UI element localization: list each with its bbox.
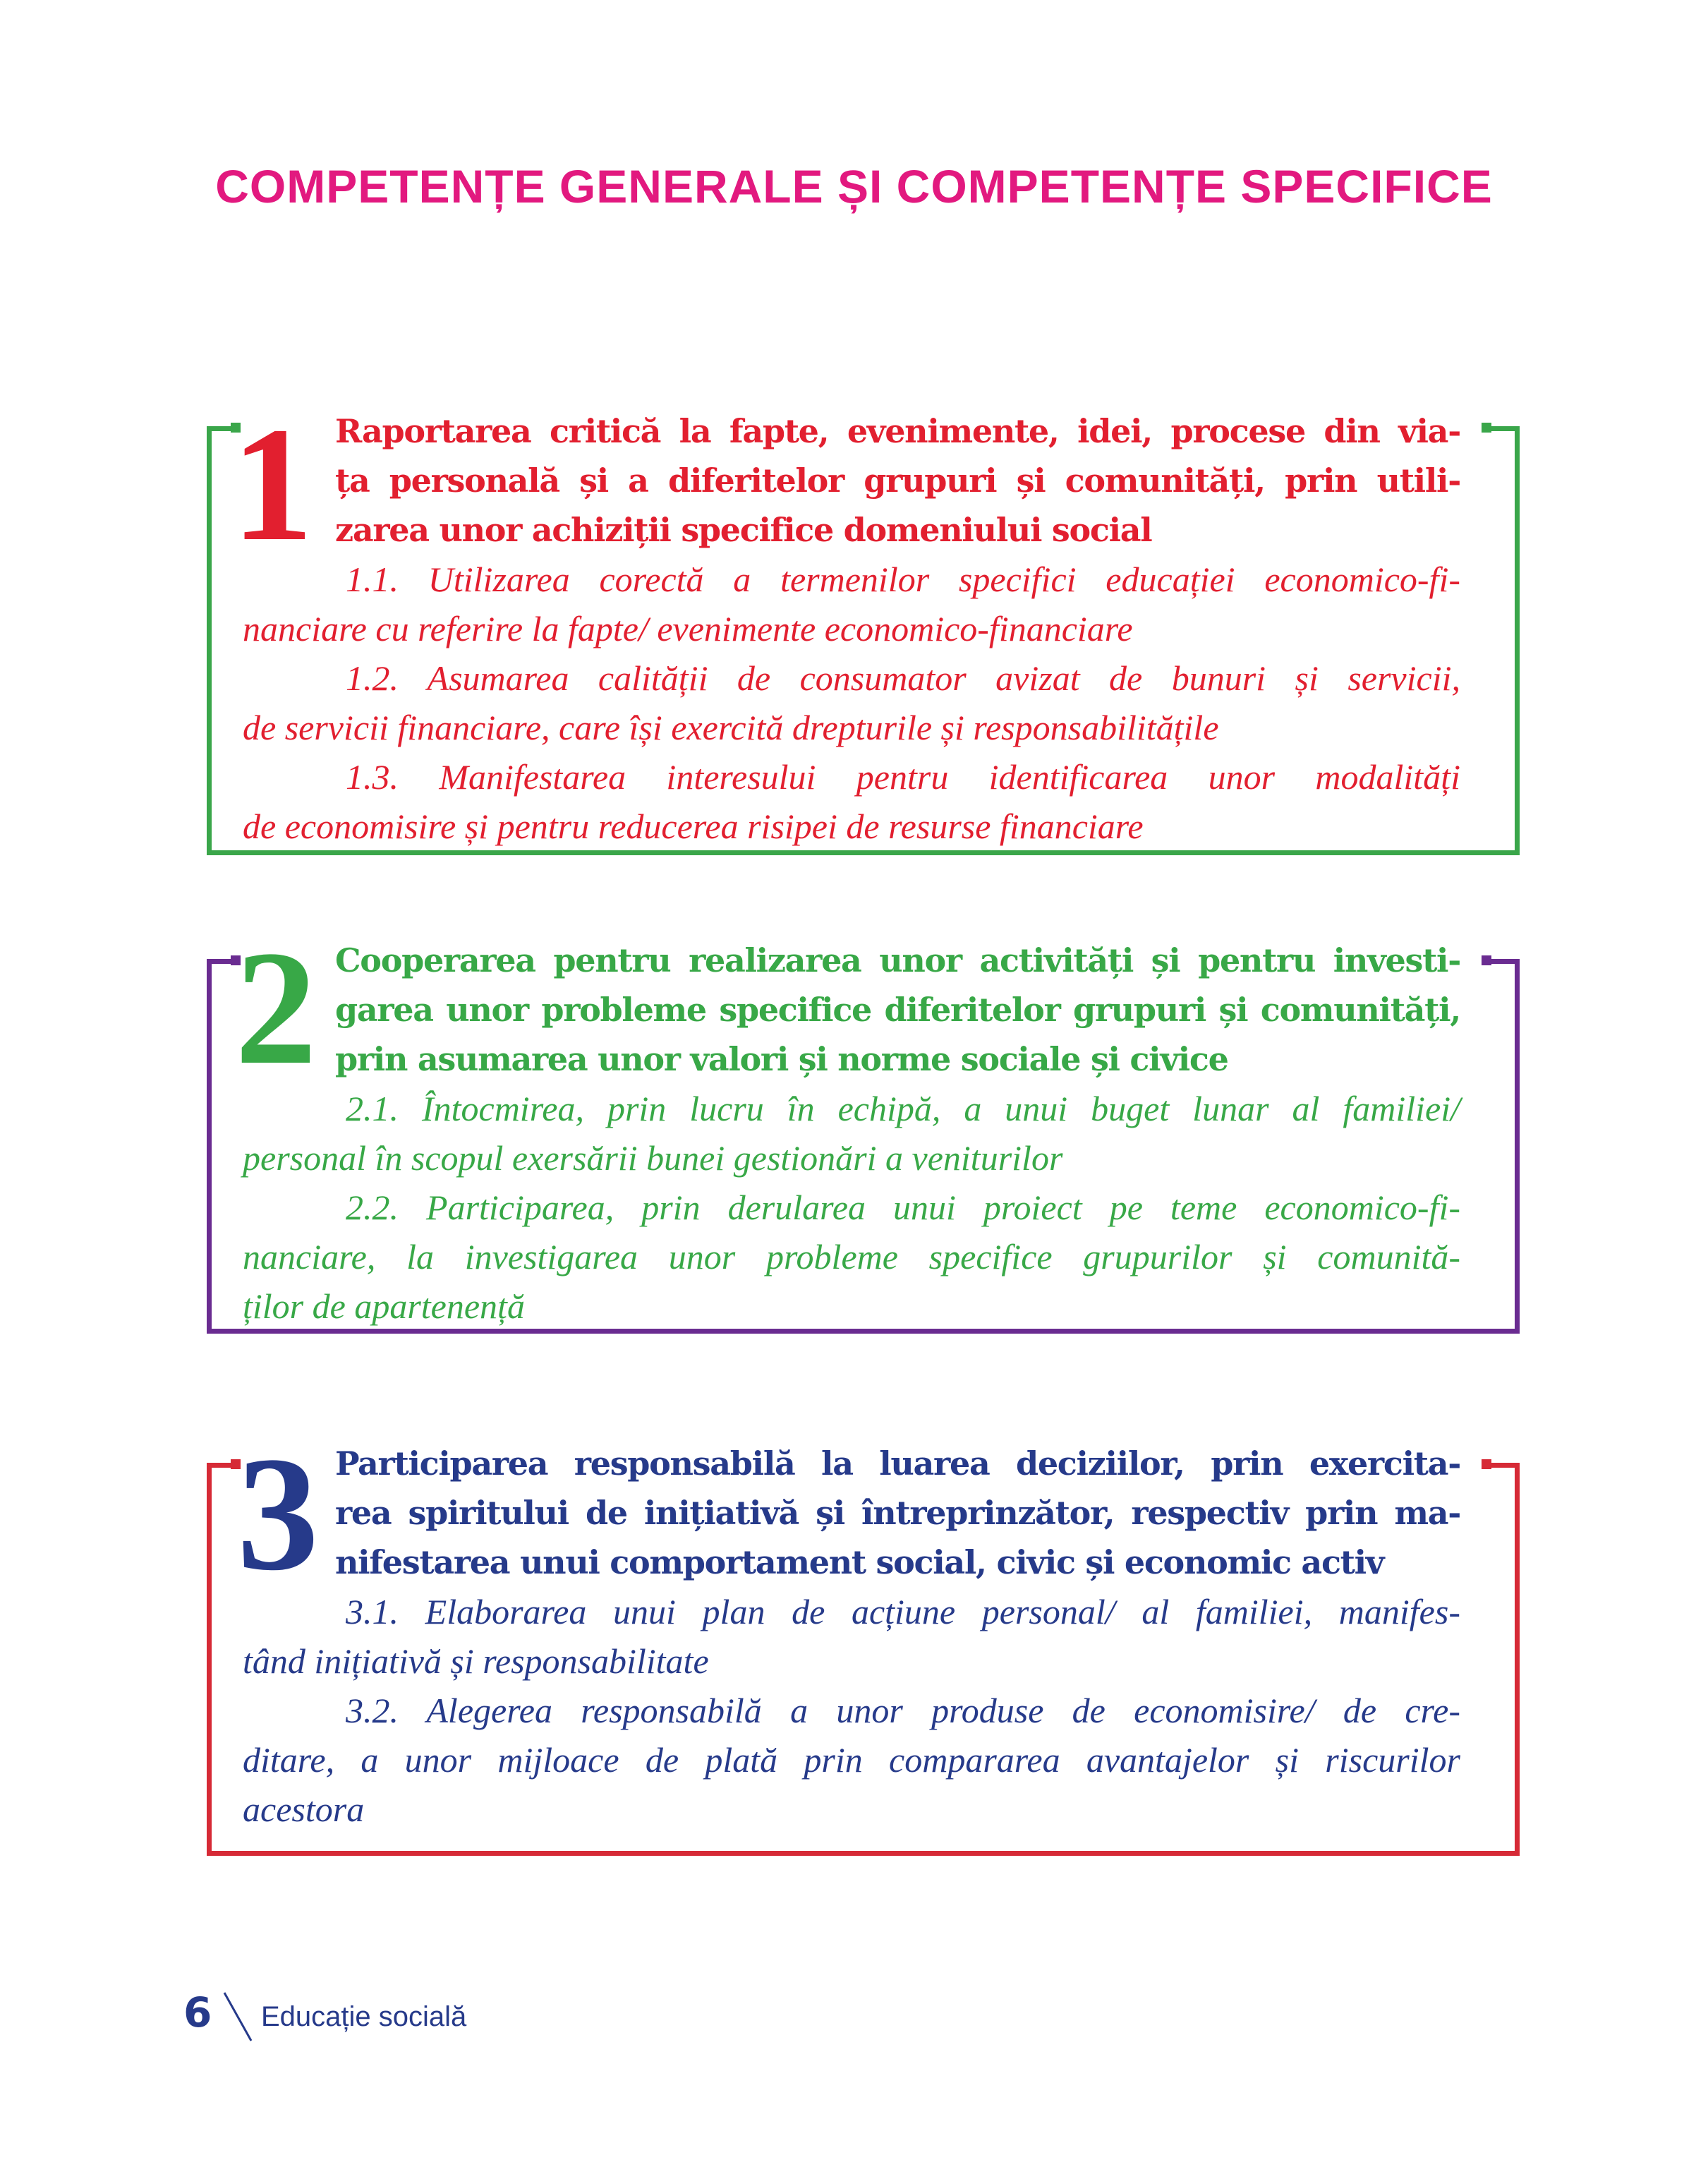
item-line: acestora: [243, 1789, 365, 1829]
item-line: personal în scopul exersării bunei gestionări a veniturilor: [243, 1138, 1063, 1178]
frame-top-left-segment: [207, 426, 231, 431]
heading-line: prin asumarea unor valori și norme sociale și civice: [335, 1040, 1228, 1078]
item-line: 1.1. Utilizarea corectă a termenilor specifici educației economico-fi-: [346, 560, 1460, 599]
item-line: de servicii financiare, care își exercită drepturile și responsabilitățile: [243, 708, 1219, 747]
item-line: nanciare cu referire la fapte/ evenimente economico-financiare: [243, 609, 1133, 648]
page-title: COMPETENȚE GENERALE ȘI COMPETENȚE SPECIFICE: [215, 160, 1493, 212]
heading-line: garea unor probleme specifice diferitelor grupuri și comunități,: [335, 991, 1460, 1029]
heading-line: Participarea responsabilă la luarea deciziilor, prin exercita-: [335, 1444, 1460, 1483]
frame-top-left-segment: [207, 959, 231, 964]
book-title: Educație socială: [261, 2001, 467, 2032]
heading-line: nifestarea unui comportament social, civic și economic activ: [335, 1543, 1384, 1581]
heading-line: rea spiritului de inițiativă și întreprinzător, respectiv prin ma-: [335, 1494, 1460, 1532]
competence-number: 1: [231, 394, 313, 575]
competence-box-2: [207, 917, 1520, 1334]
specific-competence-item: [243, 1183, 1460, 1331]
item-line: 3.1. Elaborarea unui plan de acțiune personal/ al familiei, manifes-: [346, 1592, 1460, 1631]
footer-separator-icon: [219, 1983, 261, 2046]
specific-competences-list: [243, 1587, 1460, 1834]
item-line: nanciare, la investigarea unor probleme specifice grupurilor și comunită-: [243, 1237, 1460, 1276]
frame-top-right-segment: [1491, 1463, 1520, 1468]
specific-competence-item: [243, 752, 1460, 851]
specific-competence-item: [243, 653, 1460, 752]
competence-number: 3: [237, 1423, 319, 1605]
heading-line: zarea unor achiziții specifice domeniului social: [335, 511, 1152, 549]
frame-corner-square: [1482, 1459, 1491, 1469]
competence-box-1: [207, 394, 1520, 855]
heading-line: Raportarea critică la fapte, evenimente, idei, procese din via-: [335, 412, 1460, 450]
competence-heading: [335, 936, 1460, 1084]
frame-top-left-segment: [207, 1463, 231, 1468]
item-line: ților de apartenență: [243, 1286, 525, 1326]
competence-heading: [335, 406, 1460, 555]
item-line: 3.2. Alegerea responsabilă a unor produse de economisire/ de cre-: [346, 1691, 1460, 1730]
item-line: 2.1. Întocmirea, prin lucru în echipă, a unui buget lunar al familiei/: [346, 1089, 1460, 1128]
item-line: tând inițiativă și responsabilitate: [243, 1641, 709, 1681]
item-line: 2.2. Participarea, prin derularea unui proiect pe teme economico-fi-: [346, 1188, 1460, 1227]
competence-heading: [335, 1439, 1460, 1587]
specific-competences-list: [243, 555, 1460, 851]
specific-competence-item: [243, 555, 1460, 653]
frame-corner-square: [1482, 423, 1491, 433]
competence-number: 2: [235, 917, 317, 1099]
specific-competence-item: [243, 1686, 1460, 1834]
frame-top-right-segment: [1491, 959, 1520, 964]
item-line: 1.2. Asumarea calității de consumator avizat de bunuri și servicii,: [346, 658, 1460, 698]
specific-competence-item: [243, 1084, 1460, 1183]
heading-line: Cooperarea pentru realizarea unor activități și pentru investi-: [335, 941, 1460, 979]
frame-top-right-segment: [1491, 426, 1520, 431]
item-line: de economisire și pentru reducerea risipei de resurse financiare: [243, 807, 1144, 846]
heading-line: ța personală și a diferitelor grupuri și comunități, prin utili-: [335, 461, 1460, 500]
page-number: 6: [183, 1988, 212, 2036]
item-line: 1.3. Manifestarea interesului pentru identificarea unor modalități: [346, 757, 1460, 797]
item-line: ditare, a unor mijloace de plată prin compararea avantajelor și riscurilor: [243, 1740, 1460, 1780]
frame-corner-square: [1482, 955, 1491, 965]
specific-competence-item: [243, 1587, 1460, 1686]
competence-box-3: [207, 1423, 1520, 1856]
specific-competences-list: [243, 1084, 1460, 1331]
